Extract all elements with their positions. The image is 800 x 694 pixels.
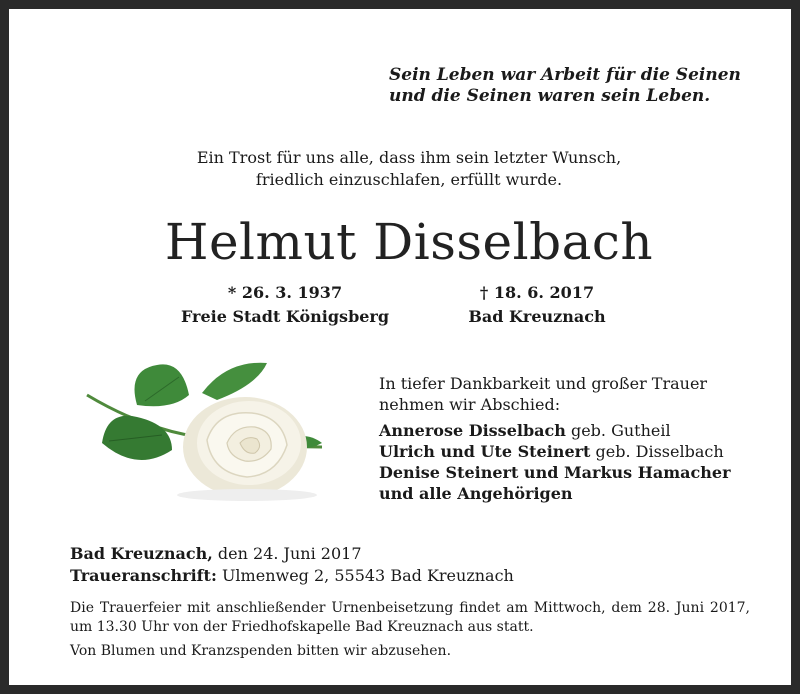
- mourner-name: Ulrich und Ute Steinert: [379, 442, 591, 461]
- flowers-note: Von Blumen und Kranzspenden bitten wir abzusehen.: [70, 643, 452, 659]
- rose-leaf: [135, 364, 190, 406]
- birth-date: * 26. 3. 1937: [227, 283, 343, 302]
- death-info: [427, 281, 647, 329]
- birth-info: [165, 281, 405, 329]
- mourner-suffix: geb. Disselbach: [590, 442, 724, 461]
- mourner-name: Denise Steinert und Markus Hamacher: [379, 463, 731, 482]
- thanks-line-1: In tiefer Dankbarkeit und großer Trauer: [379, 374, 708, 393]
- notice-date: den 24. Juni 2017: [212, 544, 362, 563]
- birth-place: Freie Stadt Königsberg: [180, 307, 390, 326]
- mourner-name: Annerose Disselbach: [379, 421, 566, 440]
- death-date: † 18. 6. 2017: [479, 283, 595, 302]
- mourner-suffix: geb. Gutheil: [565, 421, 671, 440]
- rose-shadow: [177, 489, 317, 501]
- mourner-line: [379, 483, 731, 504]
- white-rose-icon: [77, 355, 327, 505]
- place-name: Bad Kreuznach,: [70, 544, 213, 563]
- funeral-notice: Die Trauerfeier mit anschließender Urnenbeisetzung findet am Mittwoch, dem 28. Juni 2017, um 13.30 Uhr von der Friedhofskapelle Bad Kreuznach aus statt.: [70, 600, 750, 635]
- deceased-name: Helmut Disselbach: [164, 213, 654, 271]
- mourner-line: [379, 462, 731, 483]
- mourner-line: [379, 420, 731, 441]
- consolation-text: [109, 147, 709, 191]
- motto-line-1: Sein Leben war Arbeit für die Seinen: [389, 65, 741, 85]
- thanks-intro: [379, 373, 707, 415]
- address-line: [70, 565, 514, 587]
- address-value: Ulmenweg 2, 55543 Bad Kreuznach: [216, 566, 514, 585]
- place-date-line: [70, 543, 514, 565]
- mourner-line: [379, 441, 731, 462]
- motto-quote: [389, 65, 741, 107]
- consolation-line-1: Ein Trost für uns alle, dass ihm sein letzter Wunsch,: [196, 148, 622, 167]
- death-place: Bad Kreuznach: [468, 307, 606, 326]
- motto-line-2: und die Seinen waren sein Leben.: [389, 86, 711, 106]
- rose-leaf: [202, 363, 267, 400]
- mourners-list: [379, 420, 731, 504]
- thanks-line-2: nehmen wir Abschied:: [379, 395, 561, 414]
- address-label: Traueranschrift:: [70, 566, 217, 585]
- consolation-line-2: friedlich einzuschlafen, erfüllt wurde.: [255, 170, 563, 189]
- place-and-address: [70, 543, 514, 587]
- mourner-name: und alle Angehörigen: [379, 484, 573, 503]
